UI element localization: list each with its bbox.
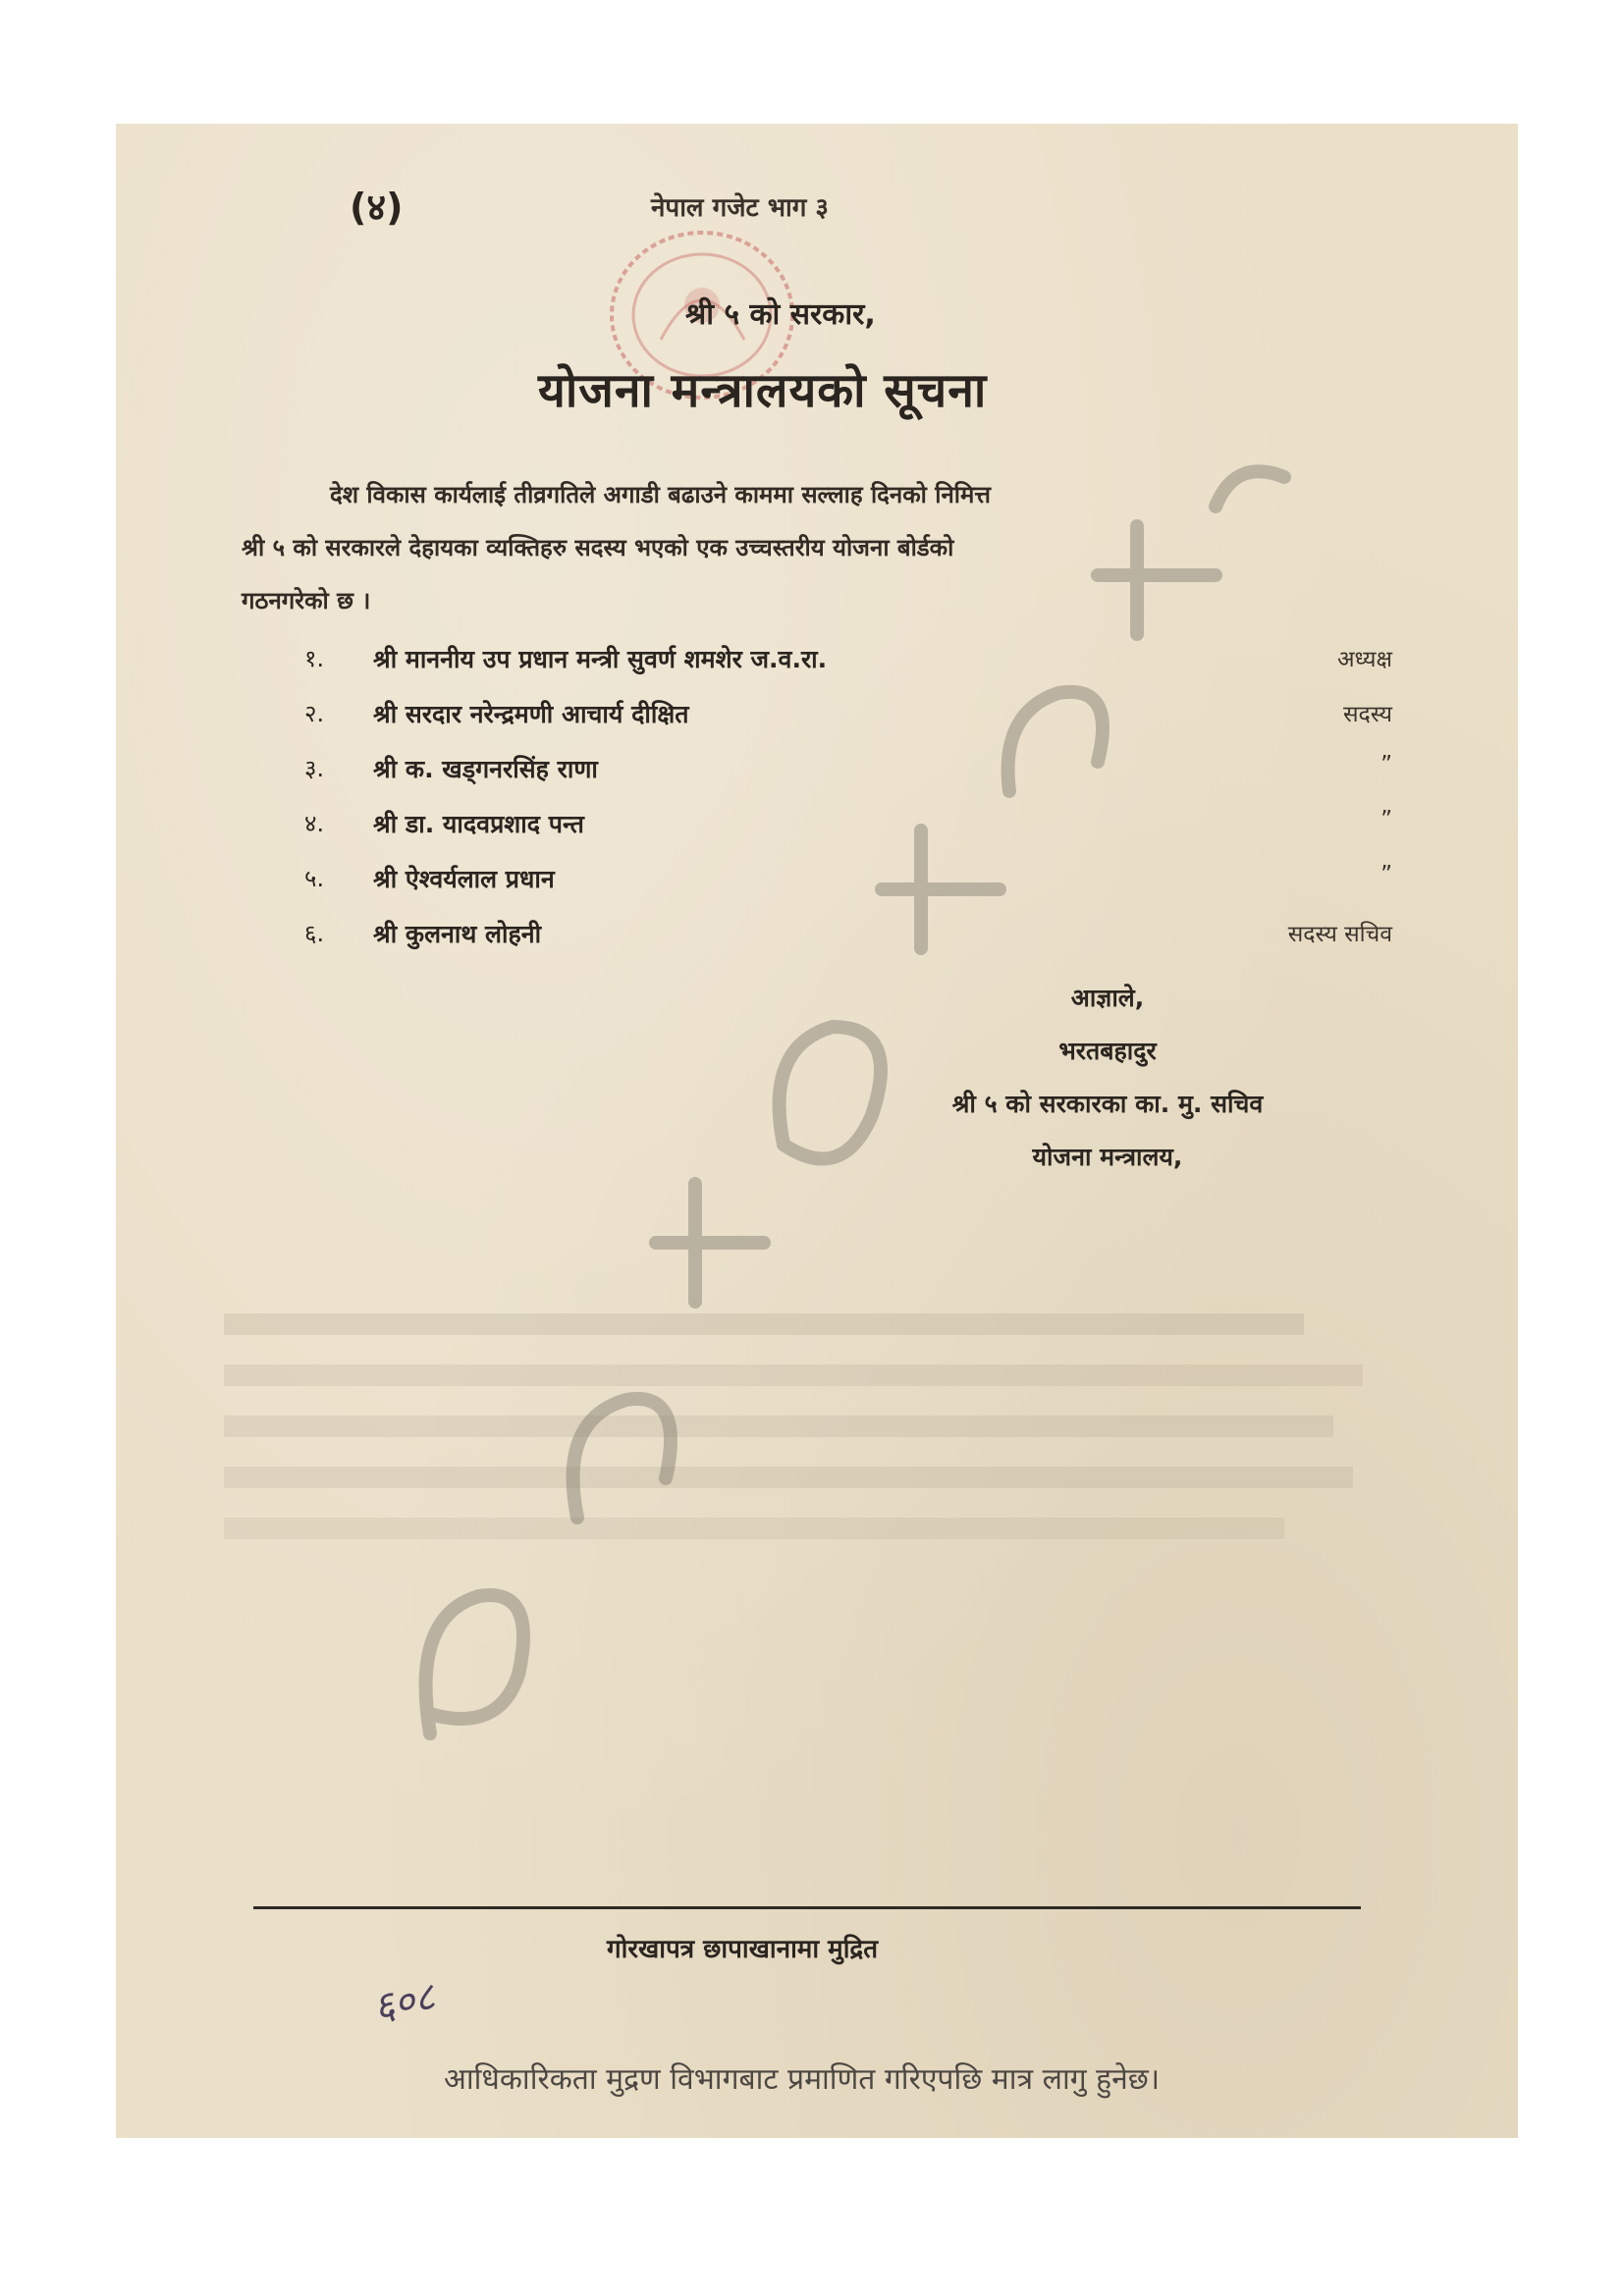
notice-title: योजना मन्त्रालयको सूचना — [538, 363, 988, 418]
member-role: ” — [1380, 752, 1392, 777]
signature-designation: श्री ५ को सरकारका का. मु. सचिव — [951, 1090, 1264, 1118]
member-number: ४. — [304, 810, 325, 837]
footer-divider — [253, 1906, 1361, 1909]
member-name: श्री डा. यादवप्रशाद पन्त — [373, 810, 584, 838]
gazette-header: नेपाल गजेट भाग ३ — [651, 193, 829, 223]
gazette-page — [116, 124, 1518, 2138]
signature-order: आज्ञाले, — [1070, 984, 1145, 1012]
signature-name: भरतबहादुर — [1058, 1037, 1157, 1065]
member-name: श्री क. खड्गनरसिंह राणा — [373, 755, 598, 783]
body-line-3: गठनगरेको छ । — [242, 587, 371, 614]
member-role: सदस्य सचिव — [1287, 922, 1392, 947]
watermark-stamp — [371, 438, 1353, 1812]
signature-ministry: योजना मन्त्रालय, — [1032, 1143, 1183, 1171]
member-name: श्री माननीय उप प्रधान मन्त्री सुवर्ण शमशेर ज.व.रा. — [373, 645, 828, 673]
member-role: अध्यक्ष — [1336, 647, 1392, 672]
printer-credit: गोरखापत्र छापाखानामा मुद्रित — [607, 1935, 879, 1964]
member-name: श्री ऐश्वर्यलाल प्रधान — [373, 865, 555, 893]
member-role: सदस्य — [1342, 702, 1392, 727]
member-name: श्री सरदार नरेन्द्रमणी आचार्य दीक्षित — [373, 700, 689, 728]
member-number: ६. — [304, 920, 325, 947]
member-number: ५. — [304, 865, 325, 892]
member-number: १. — [304, 645, 325, 672]
member-number: २. — [304, 700, 325, 727]
member-role: ” — [1380, 862, 1392, 887]
page-number: (४) — [350, 186, 404, 229]
handwritten-number: ६०८ — [369, 1973, 440, 2031]
body-line-1: देश विकास कार्यलाई तीव्रगतिले अगाडी बढाउने काममा सल्लाह दिनको निमित्त — [330, 481, 991, 508]
member-role: ” — [1380, 807, 1392, 832]
authority-note: आधिकारिकता मुद्रण विभागबाट प्रमाणित गरिएपछि मात्र लागु हुनेछ। — [444, 2062, 1161, 2097]
member-number: ३. — [304, 755, 325, 782]
member-name: श्री कुलनाथ लोहनी — [373, 920, 542, 948]
body-line-2: श्री ५ को सरकारले देहायका व्यक्तिहरु सदस्य भएको एक उच्चस्तरीय योजना बोर्डको — [242, 534, 954, 561]
government-title: श्री ५ को सरकार, — [685, 297, 876, 332]
